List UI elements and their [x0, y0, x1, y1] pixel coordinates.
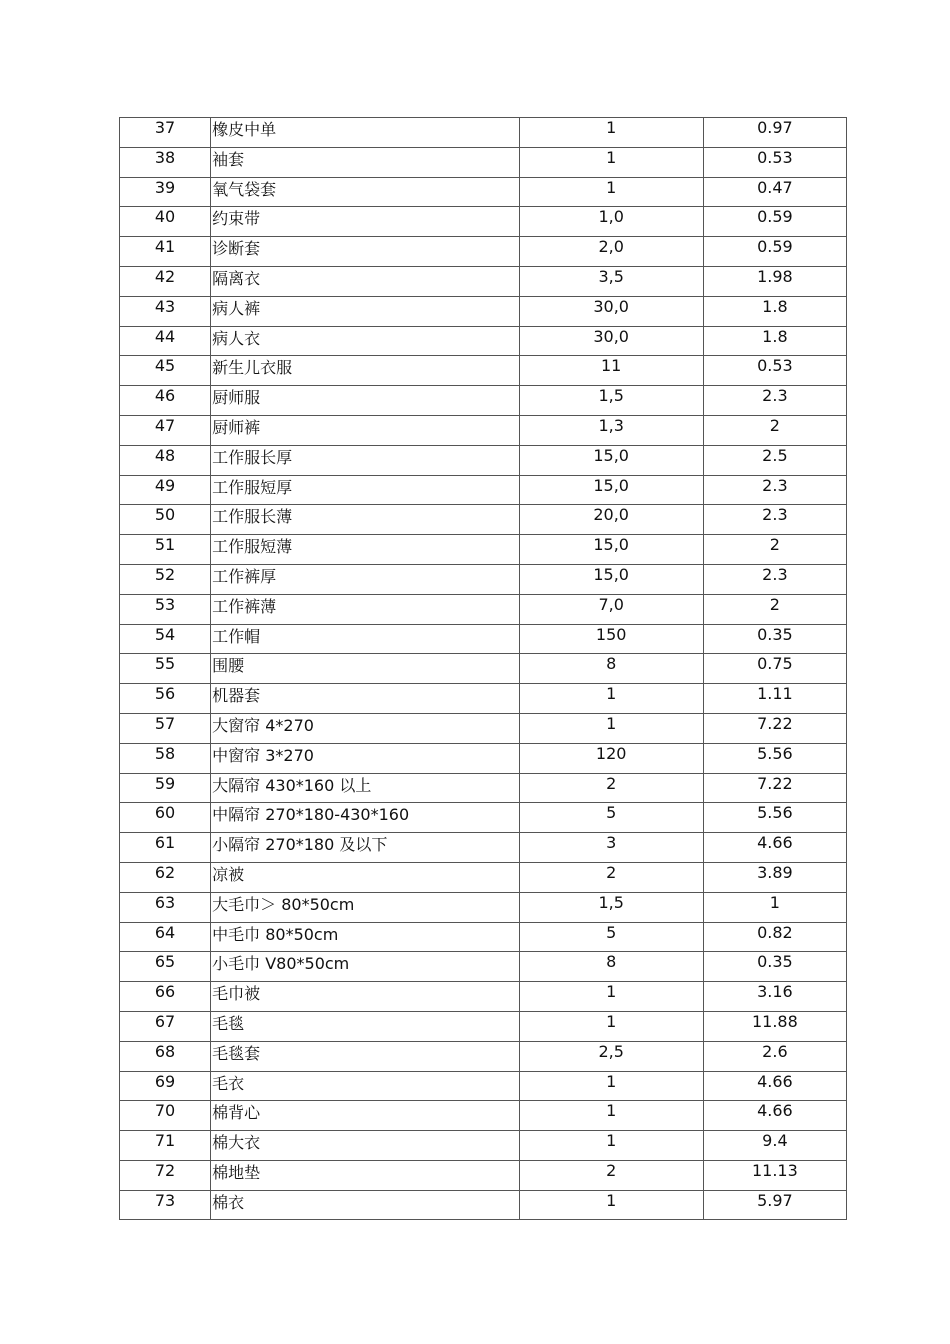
item-name-cell: 工作服长厚 [211, 445, 519, 475]
table-row [120, 773, 847, 803]
item-name-cell: 机器套 [211, 684, 519, 714]
item-quantity-cell: 1,5 [519, 892, 703, 922]
item-number-cell: 73 [120, 1190, 211, 1220]
table-row [120, 654, 847, 684]
item-price-cell: 1.8 [703, 326, 846, 356]
item-quantity-cell: 150 [519, 624, 703, 654]
item-name-cell: 大隔帘 430*160 以上 [211, 773, 519, 803]
item-number-cell: 57 [120, 713, 211, 743]
item-quantity-cell: 1 [519, 177, 703, 207]
item-price-cell: 2.5 [703, 445, 846, 475]
table-row [120, 743, 847, 773]
item-name-cell: 大窗帘 4*270 [211, 713, 519, 743]
table-row [120, 147, 847, 177]
item-quantity-cell: 1 [519, 713, 703, 743]
item-quantity-cell: 1,5 [519, 386, 703, 416]
item-quantity-cell: 1 [519, 1131, 703, 1161]
table-row [120, 475, 847, 505]
item-number-cell: 51 [120, 535, 211, 565]
table-row [120, 386, 847, 416]
table-row [120, 296, 847, 326]
item-name-cell: 工作裤薄 [211, 594, 519, 624]
item-quantity-cell: 20,0 [519, 505, 703, 535]
table-row [120, 415, 847, 445]
item-name-cell: 棉背心 [211, 1101, 519, 1131]
item-price-cell: 0.53 [703, 147, 846, 177]
item-quantity-cell: 2,0 [519, 237, 703, 267]
item-quantity-cell: 3 [519, 833, 703, 863]
table-row [120, 1190, 847, 1220]
item-quantity-cell: 1,3 [519, 415, 703, 445]
item-price-cell: 5.56 [703, 803, 846, 833]
item-price-cell: 7.22 [703, 773, 846, 803]
item-price-cell: 3.89 [703, 862, 846, 892]
item-number-cell: 50 [120, 505, 211, 535]
item-price-cell: 0.59 [703, 207, 846, 237]
item-name-cell: 工作帽 [211, 624, 519, 654]
item-name-cell: 病人裤 [211, 296, 519, 326]
item-quantity-cell: 1 [519, 982, 703, 1012]
item-price-cell: 4.66 [703, 1101, 846, 1131]
table-row [120, 684, 847, 714]
item-quantity-cell: 8 [519, 654, 703, 684]
item-number-cell: 61 [120, 833, 211, 863]
item-price-cell: 4.66 [703, 833, 846, 863]
item-price-cell: 0.35 [703, 952, 846, 982]
item-price-cell: 0.35 [703, 624, 846, 654]
item-price-cell: 0.53 [703, 356, 846, 386]
table-body [120, 118, 847, 1220]
item-price-cell: 5.97 [703, 1190, 846, 1220]
item-price-cell: 2 [703, 594, 846, 624]
item-price-cell: 0.59 [703, 237, 846, 267]
item-quantity-cell: 15,0 [519, 445, 703, 475]
item-quantity-cell: 8 [519, 952, 703, 982]
item-price-cell: 2.3 [703, 564, 846, 594]
item-name-cell: 大毛巾＞ 80*50cm [211, 892, 519, 922]
item-name-cell: 中毛巾 80*50cm [211, 922, 519, 952]
item-number-cell: 72 [120, 1160, 211, 1190]
item-price-cell: 1.11 [703, 684, 846, 714]
table-row [120, 266, 847, 296]
item-number-cell: 62 [120, 862, 211, 892]
item-quantity-cell: 15,0 [519, 564, 703, 594]
item-quantity-cell: 1 [519, 1190, 703, 1220]
table-row [120, 1041, 847, 1071]
price-table [119, 117, 847, 1220]
item-quantity-cell: 5 [519, 922, 703, 952]
item-price-cell: 3.16 [703, 982, 846, 1012]
item-quantity-cell: 7,0 [519, 594, 703, 624]
item-name-cell: 病人衣 [211, 326, 519, 356]
item-quantity-cell: 1 [519, 1071, 703, 1101]
item-quantity-cell: 3,5 [519, 266, 703, 296]
item-price-cell: 2.3 [703, 475, 846, 505]
table-row [120, 1071, 847, 1101]
item-name-cell: 工作服长薄 [211, 505, 519, 535]
table-row [120, 594, 847, 624]
table-row [120, 356, 847, 386]
item-name-cell: 厨师裤 [211, 415, 519, 445]
table-row [120, 1101, 847, 1131]
table-row [120, 1011, 847, 1041]
item-quantity-cell: 120 [519, 743, 703, 773]
item-number-cell: 56 [120, 684, 211, 714]
item-number-cell: 71 [120, 1131, 211, 1161]
item-quantity-cell: 1 [519, 684, 703, 714]
item-number-cell: 48 [120, 445, 211, 475]
item-price-cell: 0.82 [703, 922, 846, 952]
item-quantity-cell: 15,0 [519, 535, 703, 565]
item-number-cell: 54 [120, 624, 211, 654]
item-price-cell: 1.98 [703, 266, 846, 296]
table-row [120, 922, 847, 952]
item-quantity-cell: 2 [519, 773, 703, 803]
item-number-cell: 67 [120, 1011, 211, 1041]
item-number-cell: 68 [120, 1041, 211, 1071]
table-row [120, 1131, 847, 1161]
item-number-cell: 44 [120, 326, 211, 356]
table-row [120, 207, 847, 237]
item-number-cell: 52 [120, 564, 211, 594]
item-name-cell: 袖套 [211, 147, 519, 177]
table-row [120, 564, 847, 594]
item-number-cell: 58 [120, 743, 211, 773]
item-name-cell: 凉被 [211, 862, 519, 892]
item-name-cell: 中隔帘 270*180-430*160 [211, 803, 519, 833]
item-name-cell: 工作服短厚 [211, 475, 519, 505]
item-quantity-cell: 5 [519, 803, 703, 833]
item-number-cell: 63 [120, 892, 211, 922]
item-name-cell: 毛毯套 [211, 1041, 519, 1071]
item-price-cell: 7.22 [703, 713, 846, 743]
item-quantity-cell: 2 [519, 1160, 703, 1190]
table-row [120, 505, 847, 535]
item-name-cell: 约束带 [211, 207, 519, 237]
item-number-cell: 69 [120, 1071, 211, 1101]
item-name-cell: 毛毯 [211, 1011, 519, 1041]
item-quantity-cell: 30,0 [519, 326, 703, 356]
item-quantity-cell: 15,0 [519, 475, 703, 505]
item-number-cell: 53 [120, 594, 211, 624]
item-price-cell: 1.8 [703, 296, 846, 326]
item-quantity-cell: 1 [519, 1011, 703, 1041]
item-number-cell: 49 [120, 475, 211, 505]
item-name-cell: 新生儿衣服 [211, 356, 519, 386]
item-number-cell: 39 [120, 177, 211, 207]
item-number-cell: 66 [120, 982, 211, 1012]
item-name-cell: 工作裤厚 [211, 564, 519, 594]
table-row [120, 982, 847, 1012]
item-quantity-cell: 2,5 [519, 1041, 703, 1071]
item-name-cell: 棉大衣 [211, 1131, 519, 1161]
table-row [120, 118, 847, 148]
table-row [120, 624, 847, 654]
item-number-cell: 46 [120, 386, 211, 416]
table-row [120, 892, 847, 922]
item-number-cell: 59 [120, 773, 211, 803]
item-name-cell: 小隔帘 270*180 及以下 [211, 833, 519, 863]
item-number-cell: 45 [120, 356, 211, 386]
item-quantity-cell: 11 [519, 356, 703, 386]
item-name-cell: 小毛巾 V80*50cm [211, 952, 519, 982]
item-number-cell: 55 [120, 654, 211, 684]
item-price-cell: 11.13 [703, 1160, 846, 1190]
item-number-cell: 38 [120, 147, 211, 177]
item-price-cell: 0.75 [703, 654, 846, 684]
item-number-cell: 43 [120, 296, 211, 326]
item-price-cell: 0.97 [703, 118, 846, 148]
item-price-cell: 1 [703, 892, 846, 922]
item-name-cell: 隔离衣 [211, 266, 519, 296]
item-number-cell: 37 [120, 118, 211, 148]
item-number-cell: 42 [120, 266, 211, 296]
table-row [120, 952, 847, 982]
table-row [120, 445, 847, 475]
item-quantity-cell: 1 [519, 147, 703, 177]
item-name-cell: 诊断套 [211, 237, 519, 267]
item-price-cell: 0.47 [703, 177, 846, 207]
item-quantity-cell: 30,0 [519, 296, 703, 326]
item-number-cell: 64 [120, 922, 211, 952]
table-row [120, 833, 847, 863]
item-name-cell: 毛巾被 [211, 982, 519, 1012]
table-row [120, 177, 847, 207]
item-name-cell: 棉地垫 [211, 1160, 519, 1190]
item-price-cell: 2.3 [703, 505, 846, 535]
item-name-cell: 棉衣 [211, 1190, 519, 1220]
item-quantity-cell: 1 [519, 118, 703, 148]
item-price-cell: 2 [703, 415, 846, 445]
item-price-cell: 2 [703, 535, 846, 565]
item-number-cell: 70 [120, 1101, 211, 1131]
item-price-cell: 5.56 [703, 743, 846, 773]
table-row [120, 237, 847, 267]
item-quantity-cell: 1 [519, 1101, 703, 1131]
table-row [120, 1160, 847, 1190]
table-row [120, 326, 847, 356]
item-number-cell: 41 [120, 237, 211, 267]
table-row [120, 862, 847, 892]
table-row [120, 803, 847, 833]
table-row [120, 713, 847, 743]
item-price-cell: 2.6 [703, 1041, 846, 1071]
item-quantity-cell: 1,0 [519, 207, 703, 237]
item-number-cell: 65 [120, 952, 211, 982]
item-name-cell: 毛衣 [211, 1071, 519, 1101]
item-number-cell: 40 [120, 207, 211, 237]
item-number-cell: 60 [120, 803, 211, 833]
item-name-cell: 厨师服 [211, 386, 519, 416]
item-quantity-cell: 2 [519, 862, 703, 892]
item-price-cell: 2.3 [703, 386, 846, 416]
item-name-cell: 中窗帘 3*270 [211, 743, 519, 773]
item-price-cell: 11.88 [703, 1011, 846, 1041]
item-price-cell: 9.4 [703, 1131, 846, 1161]
item-name-cell: 工作服短薄 [211, 535, 519, 565]
item-price-cell: 4.66 [703, 1071, 846, 1101]
item-name-cell: 橡皮中单 [211, 118, 519, 148]
item-name-cell: 围腰 [211, 654, 519, 684]
item-name-cell: 氧气袋套 [211, 177, 519, 207]
table-row [120, 535, 847, 565]
item-number-cell: 47 [120, 415, 211, 445]
